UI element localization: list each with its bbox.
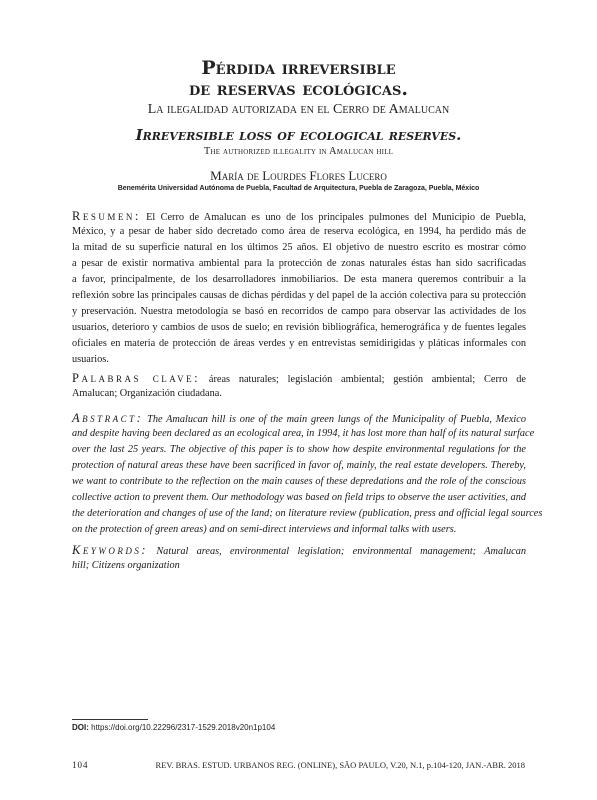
doi-footnote <box>72 723 275 732</box>
palabras-clave-line: Palabras clave: áreas naturales; legislación ambiental; gestión ambiental; Cerro de <box>72 371 526 385</box>
author-affiliation: Benemérita Universidad Autónoma de Puebla, Facultad de Arquitectura, Puebla de Zaragoza, Puebla, México <box>117 185 480 192</box>
abstract-line: and despite having been declared as an ecological area, in 1994, it has lost more than half of its natural surface <box>72 428 535 439</box>
abstract-label: Abstract: <box>72 411 144 425</box>
resumen-line: a favor, principalmente, de los desarrolladores inmobiliarios. De esta manera queremos contribuir a la <box>72 274 526 285</box>
palabras-clave-line: Amalucan; Organización ciudadana. <box>72 388 222 399</box>
resumen-line: Resumen: El Cerro de Amalucan es uno de los principales pulmones del Municipio de Puebla, <box>72 209 526 223</box>
title-english: Irreversible loss of ecological reserves. <box>135 126 462 144</box>
footnote-divider <box>72 719 148 720</box>
journal-citation: REV. BRAS. ESTUD. URBANOS REG. (ONLINE), SÃO PAULO, V.20, N.1, p.104-120, JAN.-ABR. 2018 <box>155 760 525 770</box>
keywords-line: hill; Citizens organization <box>72 560 180 571</box>
abstract-line: protection of natural areas these have been sacrificed in favor of, mainly, the real estate developers. Thereby, <box>72 460 526 471</box>
subtitle-english: The authorized illegality in Amalucan hill <box>203 146 394 157</box>
title-spanish-line-2: de reservas ecológicas. <box>189 78 408 100</box>
abstract-line: the deterioration and changes of use of the land; on literature review (publication, press and official legal sources <box>72 508 543 519</box>
resumen-line: a pesar de existir normativa ambiental para la protección de zonas naturales éstas han sido sacrificadas <box>72 258 526 269</box>
palabras-clave-label: Palabras clave: <box>72 371 201 385</box>
author-name: María de Lourdes Flores Lucero <box>210 168 387 183</box>
resumen-line: México, y a pesar de haber sido decretado como área de reserva ecológica, en 1994, ha perdido más de <box>72 226 526 237</box>
resumen-label: Resumen: <box>72 209 141 223</box>
abstract-line: over the last 25 years. The objective of this paper is to show how despite environmental regulations for the <box>72 444 526 455</box>
abstract-line: Abstract: The Amalucan hill is one of the main green lungs of the Municipality of Puebla, Mexico <box>72 411 526 425</box>
abstract-line: collective action to prevent them. Our methodology was based on field trips to observe the user activities, and <box>72 492 526 503</box>
keywords-label: Keywords: <box>72 543 148 557</box>
abstract-line: on the protection of green areas) and on semi-direct interviews and informal talks with users. <box>72 524 457 535</box>
resumen-line: usuarios, deterioro y cambios de usos de suelo; en revisión bibliográfica, hemerográfica y de fuentes legales <box>72 322 526 333</box>
resumen-line: reflexión sobre las principales causas de dichas pérdidas y del papel de la acción colectiva para su protección <box>72 290 526 301</box>
subtitle-spanish: La ilegalidad autorizada en el Cerro de Amalucan <box>147 102 450 117</box>
resumen-line: usuarios. <box>72 354 109 365</box>
resumen-line: y preservación. Nuestra metodología se basó en recorridos de campo para observar las actividades de los <box>72 306 526 317</box>
page-number: 104 <box>72 760 89 770</box>
resumen-line: la mitad de su superficie natural en los últimos 25 años. El objetivo de nuestro escrito es mostrar cómo <box>72 242 526 253</box>
keywords-line: Keywords: Natural areas, environmental legislation; environmental management; Amalucan <box>72 543 526 557</box>
doi-link[interactable]: https://doi.org/10.22296/2317-1529.2018v20n1p104 <box>91 723 276 732</box>
resumen-line: oficiales en materia de protección de áreas verdes y en entrevistas semidirigidas y pláticas informales con <box>72 338 526 349</box>
doi-label: DOI: <box>72 723 89 732</box>
abstract-line: we want to contribute to the reflection on the main causes of these depredations and the role of the conscious <box>72 476 526 487</box>
title-spanish-line-1: Pérdida irreversible <box>201 57 396 79</box>
